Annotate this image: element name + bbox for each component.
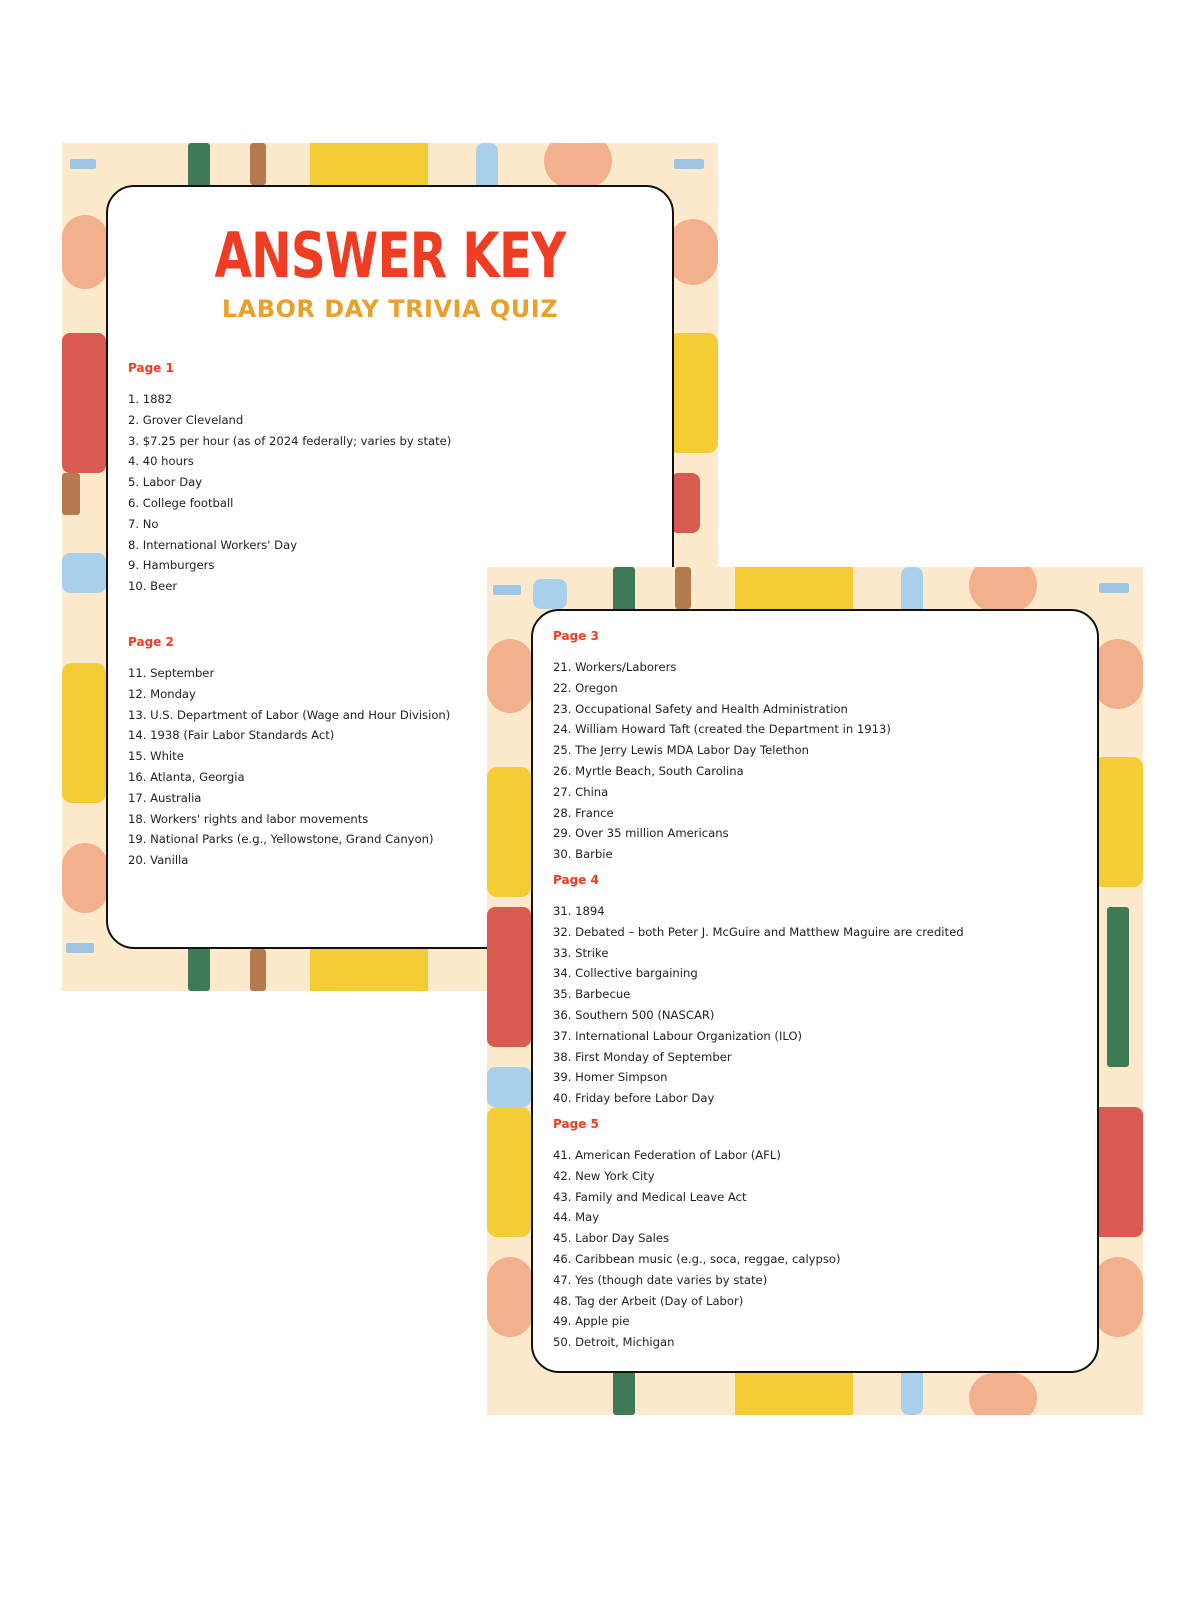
answer-card-2: [531, 609, 1099, 1373]
wrench-decoration: [487, 1067, 531, 1107]
section-page-4: [553, 873, 1083, 1109]
tool-handle-decoration: [1107, 907, 1129, 1067]
answer-item: 16. Atlanta, Georgia: [128, 769, 245, 784]
section-label: Page 1: [128, 361, 174, 375]
wrench-decoration: [901, 1367, 923, 1415]
hand-decoration: [1093, 639, 1143, 709]
answer-item: 8. International Workers' Day: [128, 537, 298, 552]
answer-item: 33. Strike: [553, 945, 609, 960]
answer-item: 18. Workers' rights and labor movements: [128, 811, 369, 826]
answer-item: 4. 40 hours: [128, 454, 194, 469]
tool-handle-decoration: [62, 473, 80, 515]
answer-item: 39. Homer Simpson: [553, 1070, 668, 1085]
answer-item: 15. White: [128, 749, 184, 764]
answer-item: 21. Workers/Laborers: [553, 660, 677, 674]
wrench-decoration: [533, 579, 567, 609]
answer-item: 9. Hamburgers: [128, 558, 215, 573]
answer-item: 24. William Howard Taft (created the Department in 1913): [553, 722, 891, 737]
answer-item: 30. Barbie: [553, 847, 613, 862]
red-shirt-decoration: [62, 333, 106, 473]
answer-item: 49. Apple pie: [553, 1314, 630, 1329]
yellow-shirt-decoration: [1093, 757, 1143, 887]
answer-sheet-2: [487, 567, 1143, 1415]
section-label: Page 4: [553, 873, 599, 887]
section-label: Page 5: [553, 1117, 599, 1131]
hand-decoration: [969, 567, 1037, 613]
answer-item: 34. Collective bargaining: [553, 966, 698, 981]
answer-item: 25. The Jerry Lewis MDA Labor Day Telethon: [553, 743, 809, 758]
answer-item: 32. Debated – both Peter J. McGuire and Matthew Maguire are credited: [553, 924, 964, 939]
tool-handle-decoration: [188, 943, 210, 991]
tool-handle-decoration: [675, 567, 691, 609]
answer-item: 37. International Labour Organization (ILO): [553, 1028, 803, 1043]
answer-item: 22. Oregon: [553, 680, 618, 695]
answer-list: [553, 657, 1083, 865]
bolt-decoration: [674, 159, 704, 169]
answer-item: 7. No: [128, 516, 159, 531]
answer-item: 45. Labor Day Sales: [553, 1231, 670, 1246]
tool-handle-decoration: [613, 1367, 635, 1415]
tool-handle-decoration: [250, 949, 266, 991]
hand-decoration: [487, 639, 533, 713]
answer-item: 14. 1938 (Fair Labor Standards Act): [128, 728, 335, 743]
answer-list: [128, 389, 658, 597]
answer-item: 27. China: [553, 784, 609, 799]
bolt-decoration: [70, 159, 96, 169]
wrench-decoration: [62, 553, 106, 593]
answer-item: 20. Vanilla: [128, 853, 189, 868]
hand-decoration: [487, 1257, 533, 1337]
answer-item: 23. Occupational Safety and Health Administration: [553, 701, 848, 716]
section-page-5: [553, 1117, 1083, 1353]
bolt-decoration: [66, 943, 94, 953]
answer-item: 10. Beer: [128, 579, 178, 594]
answer-item: 11. September: [128, 666, 215, 680]
answer-item: 19. National Parks (e.g., Yellowstone, Grand Canyon): [128, 832, 434, 847]
answer-item: 44. May: [553, 1210, 600, 1225]
answer-item: 31. 1894: [553, 904, 605, 918]
section-page-3: [553, 629, 1083, 865]
red-shirt-decoration: [487, 907, 531, 1047]
red-shirt-decoration: [1093, 1107, 1143, 1237]
answer-item: 26. Myrtle Beach, South Carolina: [553, 763, 744, 778]
hand-decoration: [668, 219, 718, 285]
quiz-subtitle: LABOR DAY TRIVIA QUIZ: [221, 295, 559, 323]
yellow-shirt-decoration: [62, 663, 106, 803]
hand-decoration: [544, 143, 612, 189]
section-page-1: [128, 361, 658, 597]
yellow-shirt-decoration: [487, 1107, 531, 1237]
answer-item: 48. Tag der Arbeit (Day of Labor): [553, 1293, 744, 1308]
section-label: Page 3: [553, 629, 599, 643]
answer-item: 5. Labor Day: [128, 475, 203, 490]
section-label: Page 2: [128, 635, 174, 649]
answer-list: [553, 901, 1083, 1109]
bolt-decoration: [493, 585, 521, 595]
answer-item: 46. Caribbean music (e.g., soca, reggae, calypso): [553, 1251, 841, 1266]
answer-item: 50. Detroit, Michigan: [553, 1335, 675, 1350]
answer-item: 3. $7.25 per hour (as of 2024 federally; varies by state): [128, 433, 452, 448]
yellow-shirt-decoration: [668, 333, 718, 453]
answer-item: 42. New York City: [553, 1168, 655, 1183]
yellow-shirt-decoration: [487, 767, 531, 897]
answer-item: 28. France: [553, 805, 614, 820]
answer-item: 47. Yes (though date varies by state): [553, 1272, 768, 1287]
answer-item: 29. Over 35 million Americans: [553, 826, 729, 841]
answer-key-title: ANSWER KEY: [214, 219, 566, 292]
answer-item: 40. Friday before Labor Day: [553, 1091, 715, 1106]
answer-list: [553, 1145, 1083, 1353]
answer-item: 12. Monday: [128, 686, 196, 701]
answer-item: 38. First Monday of September: [553, 1049, 732, 1064]
answer-item: 41. American Federation of Labor (AFL): [553, 1148, 781, 1162]
answer-item: 35. Barbecue: [553, 987, 631, 1002]
answer-item: 1. 1882: [128, 392, 173, 406]
tool-handle-decoration: [250, 143, 266, 185]
hand-decoration: [62, 215, 108, 289]
answer-item: 43. Family and Medical Leave Act: [553, 1189, 747, 1204]
hand-decoration: [969, 1373, 1037, 1415]
answer-item: 2. Grover Cleveland: [128, 412, 244, 427]
hand-decoration: [62, 843, 108, 913]
bolt-decoration: [1099, 583, 1129, 593]
answer-item: 13. U.S. Department of Labor (Wage and Hour Division): [128, 707, 451, 722]
hand-decoration: [1093, 1257, 1143, 1337]
answer-item: 17. Australia: [128, 790, 202, 805]
red-shirt-decoration: [670, 473, 700, 533]
answer-item: 6. College football: [128, 495, 234, 510]
answer-item: 36. Southern 500 (NASCAR): [553, 1007, 715, 1022]
